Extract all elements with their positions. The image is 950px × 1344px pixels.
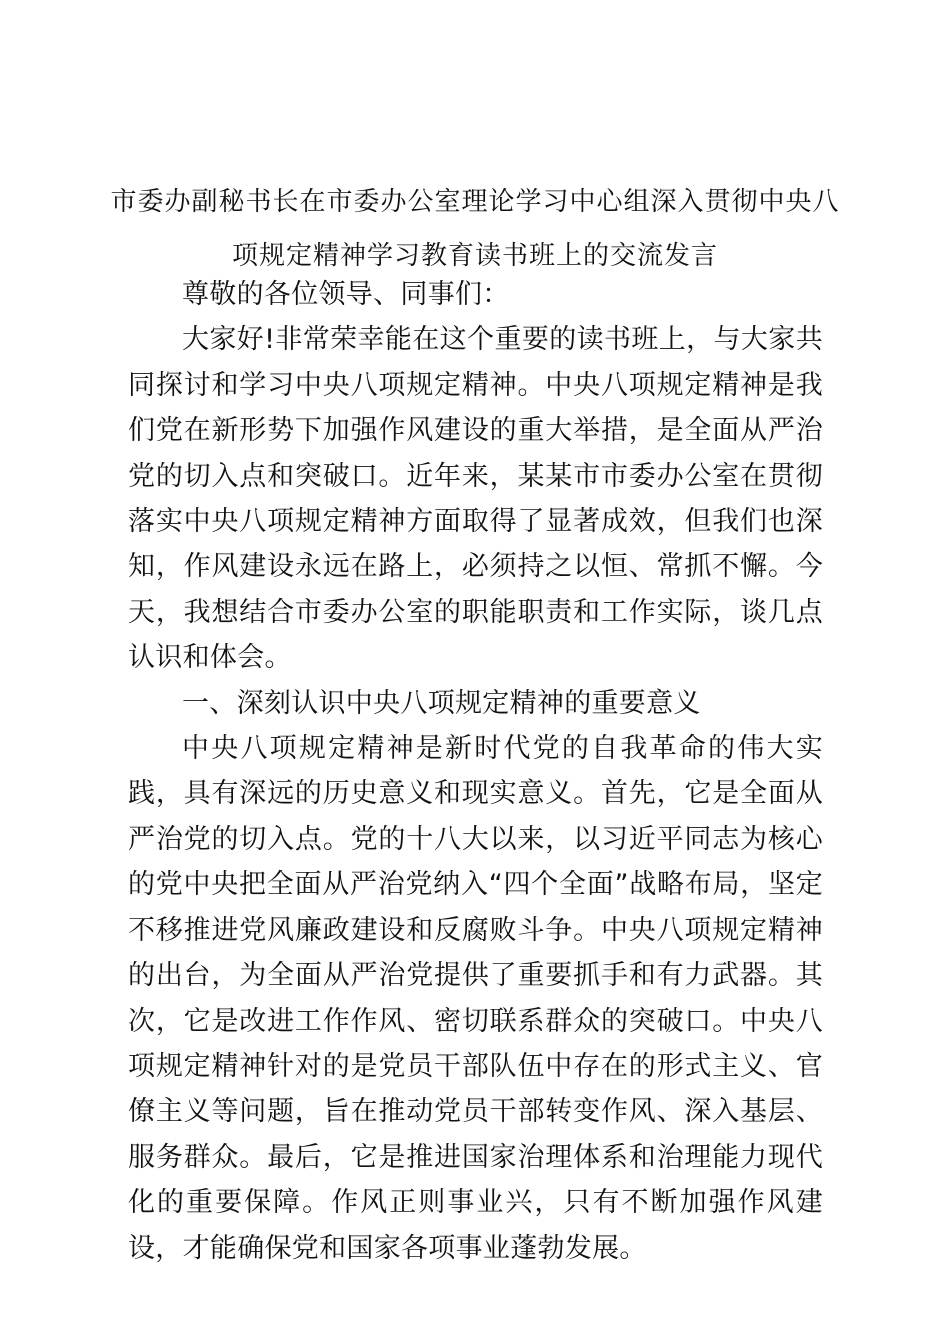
document-body — [128, 272, 823, 1271]
section-paragraph: 中央八项规定精神是新时代党的自我革命的伟大实践，具有深远的历史意义和现实意义。首先，它是全面从严治党的切入点。党的十八大以来，以习近平同志为核心的党中央把全面从严治党纳入“四个全面”战略布局，坚定不移推进党风廉政建设和反腐败斗争。中央八项规定精神的出台，为全面从严治党提供了重要抓手和有力武器。其次，它是改进工作作风、密切联系群众的突破口。中央八项规定精神针对的是党员干部队伍中存在的形式主义、官僚主义等问题，旨在推动党员干部转变作风、深入基层、服务群众。最后，它是推进国家治理体系和治理能力现代化的重要保障。作风正则事业兴，只有不断加强作风建设，才能确保党和国家各项事业蓬勃发展。 — [128, 733, 823, 1264]
salutation-paragraph: 尊敬的各位领导、同事们： — [182, 279, 510, 310]
document-title: 市委办副秘书长在市委办公室理论学习中心组深入贯彻中央八项规定精神学习教育读书班上的交流发言 — [110, 187, 840, 271]
section-heading: 一、深刻认识中央八项规定精神的重要意义 — [182, 687, 701, 719]
intro-paragraph: 大家好!非常荣幸能在这个重要的读书班上，与大家共同探讨和学习中央八项规定精神。中央八项规定精神是我们党在新形势下加强作风建设的重大举措，是全面从严治党的切入点和突破口。近年来，某某市市委办公室在贯彻落实中央八项规定精神方面取得了显著成效，但我们也深知，作风建设永远在路上，必须持之以恒、常抓不懈。今天，我想结合市委办公室的职能职责和工作实际，谈几点认识和体会。 — [128, 324, 823, 674]
